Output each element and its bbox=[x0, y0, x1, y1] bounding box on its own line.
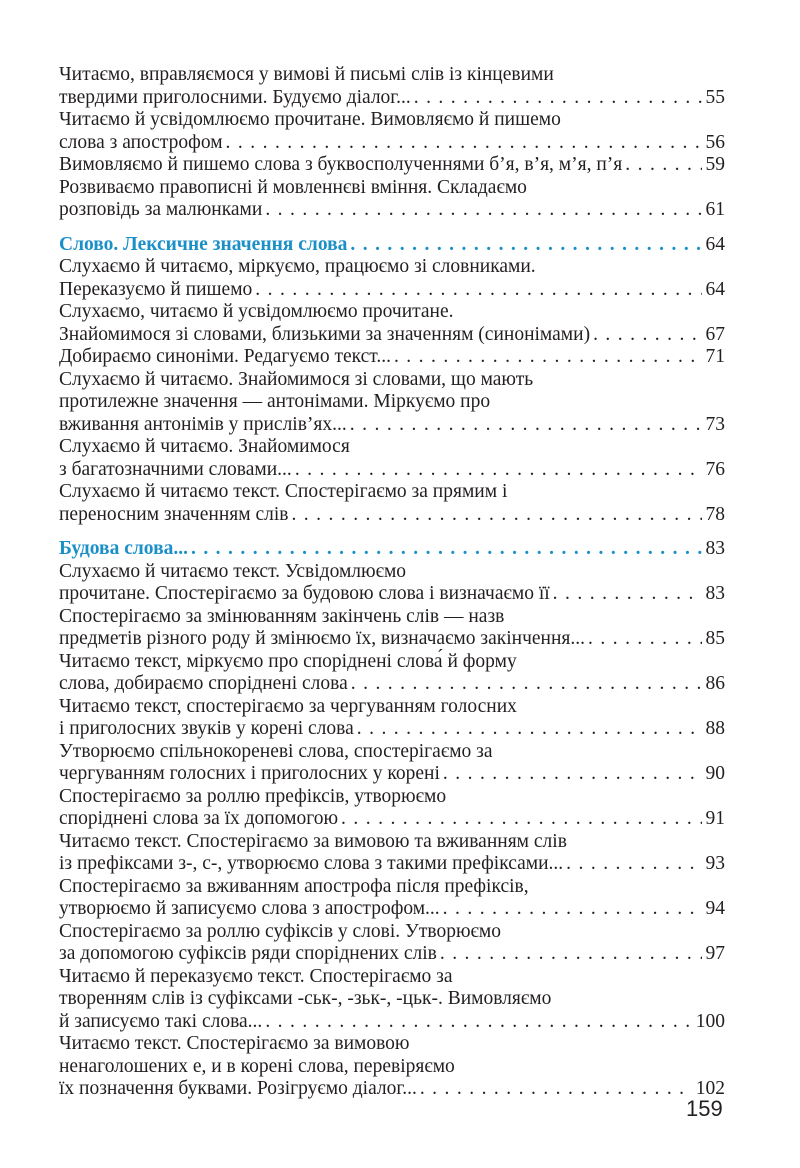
toc-line: розповідь за малюнками bbox=[59, 199, 263, 220]
toc-line: Розвиваємо правописні й мовленнєві вміння. Складаємо bbox=[59, 176, 527, 198]
toc-line: із префіксами з-, с-, утворюємо слова з такими префіксами... bbox=[59, 853, 564, 874]
toc-entry bbox=[59, 606, 725, 651]
toc-line: Спостерігаємо за вживанням апострофа після префіксів, bbox=[59, 875, 529, 897]
section-heading bbox=[59, 234, 725, 257]
dot-leader bbox=[354, 718, 702, 741]
dot-leader bbox=[440, 763, 702, 786]
toc-line: Спостерігаємо за змінюванням закінчень слів — назв bbox=[59, 605, 505, 627]
dot-leader bbox=[563, 853, 701, 876]
toc-line: Спостерігаємо за роллю суфіксів у слові. Утворюємо bbox=[59, 920, 501, 942]
dot-leader bbox=[223, 132, 702, 155]
toc-line: Вимовляємо й пишемо слова з буквосполученнями б’я, в’я, м’я, п’я bbox=[59, 154, 623, 175]
dot-leader bbox=[417, 1078, 692, 1101]
toc-page-number: 93 bbox=[705, 853, 725, 874]
toc-line: Знайомимося зі словами, близькими за значенням (синонімами) bbox=[59, 323, 591, 345]
toc-line: за допомогою суфіксів ряди споріднених слів bbox=[59, 943, 437, 964]
toc-entry bbox=[59, 177, 725, 222]
toc-page-number: 61 bbox=[705, 199, 725, 220]
page-number: 159 bbox=[686, 1096, 723, 1121]
toc-line: предметів різного роду й змінюємо їх, визначаємо закінчення... bbox=[59, 628, 586, 649]
toc-entry bbox=[59, 301, 725, 346]
dot-leader bbox=[292, 459, 702, 482]
dot-leader bbox=[391, 346, 702, 369]
section-title: Слово. Лексичне значення слова bbox=[59, 233, 348, 255]
toc-line: слова з апострофом bbox=[59, 131, 223, 153]
toc-entry bbox=[59, 966, 725, 1034]
toc-line: Читаємо текст. Спостерігаємо за вимовою bbox=[59, 1033, 410, 1054]
toc-entry bbox=[59, 651, 725, 696]
toc-line: творенням слів із суфіксами -ськ-, -зьк-, -цьк-. Вимовляємо bbox=[59, 988, 552, 1009]
dot-leader bbox=[590, 324, 701, 347]
toc-page-number: 85 bbox=[705, 628, 725, 649]
toc-line: Переказуємо й пишемо bbox=[59, 278, 253, 300]
toc-line: утворюємо й записуємо слова з апострофом... bbox=[59, 898, 440, 919]
toc-entry bbox=[59, 1033, 725, 1101]
dot-leader bbox=[585, 628, 701, 651]
toc-page-number: 86 bbox=[705, 673, 725, 694]
toc-page-number: 55 bbox=[705, 86, 725, 108]
toc-entry bbox=[59, 369, 725, 437]
toc-line: протилежне значення — антонімами. Міркуємо про bbox=[59, 391, 491, 412]
toc-line: Слухаємо й читаємо. Знайомимося bbox=[59, 436, 350, 457]
toc-page-number: 102 bbox=[695, 1078, 725, 1099]
toc-line: Слухаємо й читаємо, міркуємо, працюємо зі словниками. bbox=[59, 256, 536, 277]
toc-entry bbox=[59, 741, 725, 786]
toc-entry bbox=[59, 154, 725, 177]
toc-entry bbox=[59, 921, 725, 966]
toc-entry bbox=[59, 64, 725, 109]
toc-entry bbox=[59, 256, 725, 301]
toc-page-number: 64 bbox=[705, 233, 725, 255]
toc-page-number: 73 bbox=[705, 413, 725, 435]
dot-leader bbox=[262, 199, 701, 222]
toc-entry bbox=[59, 561, 725, 606]
toc-line: чергуванням голосних і приголосних у корені bbox=[59, 763, 440, 784]
toc-entry bbox=[59, 346, 725, 369]
toc-line: Читаємо й усвідомлюємо прочитане. Вимовляємо й пишемо bbox=[59, 109, 561, 130]
toc-page-number: 59 bbox=[705, 154, 725, 175]
toc-entry bbox=[59, 481, 725, 526]
toc-line: й записуємо такі слова... bbox=[59, 1010, 263, 1032]
section-title: Будова слова... bbox=[59, 538, 188, 559]
toc-page-number: 76 bbox=[705, 458, 725, 480]
toc-line: Читаємо й переказуємо текст. Спостерігаємо за bbox=[59, 965, 453, 987]
toc-page-number: 83 bbox=[705, 583, 725, 604]
toc-page-number: 94 bbox=[705, 898, 725, 919]
toc-line: і приголосних звуків у корені слова bbox=[59, 718, 354, 739]
toc-page-number: 97 bbox=[705, 943, 725, 964]
dot-leader bbox=[347, 414, 702, 437]
dot-leader bbox=[252, 279, 701, 302]
toc-line: Утворюємо спільнокореневі слова, спостерігаємо за bbox=[59, 740, 493, 762]
toc-line: вживання антонімів у прислів’ях... bbox=[59, 413, 347, 435]
toc-entry bbox=[59, 876, 725, 921]
dot-leader bbox=[411, 87, 702, 110]
toc-page-number: 67 bbox=[705, 323, 725, 345]
dot-leader bbox=[262, 1011, 691, 1034]
dot-leader bbox=[348, 673, 702, 696]
toc-entry bbox=[59, 786, 725, 831]
toc-entry bbox=[59, 831, 725, 876]
toc-line: Читаємо текст. Спостерігаємо за вимовою та вживанням слів bbox=[59, 830, 567, 852]
toc-line: Добираємо синоніми. Редагуємо текст... bbox=[59, 346, 391, 367]
toc-line: Читаємо текст, міркуємо про споріднені слова́ й форму bbox=[59, 650, 517, 672]
toc-page-number: 88 bbox=[705, 718, 725, 739]
toc-page-number: 91 bbox=[705, 808, 725, 829]
dot-leader bbox=[550, 583, 702, 606]
toc-line: прочитане. Спостерігаємо за будовою слова і визначаємо її bbox=[59, 583, 550, 604]
toc-entry bbox=[59, 109, 725, 154]
dot-leader bbox=[338, 808, 701, 831]
section-heading bbox=[59, 538, 725, 561]
dot-leader bbox=[622, 154, 701, 177]
toc-line: Спостерігаємо за роллю префіксів, утворюємо bbox=[59, 785, 447, 807]
toc-entry bbox=[59, 436, 725, 481]
toc-page-number: 78 bbox=[705, 503, 725, 525]
dot-leader bbox=[437, 943, 702, 966]
toc-page-number: 56 bbox=[705, 131, 725, 153]
toc-line: Читаємо, вправляємося у вимові й письмі слів із кінцевими bbox=[59, 64, 554, 85]
toc-line: споріднені слова за їх допомогою bbox=[59, 808, 339, 829]
toc-line: слова, добираємо споріднені слова bbox=[59, 673, 348, 694]
toc-page-number: 90 bbox=[705, 763, 725, 784]
dot-leader bbox=[347, 234, 701, 257]
toc-page-number: 64 bbox=[705, 278, 725, 300]
toc-page-number: 71 bbox=[705, 346, 725, 367]
toc-line: Слухаємо, читаємо й усвідомлюємо прочитане. bbox=[59, 301, 454, 322]
toc-line: твердими приголосними. Будуємо діалог... bbox=[59, 86, 411, 108]
table-of-contents bbox=[59, 64, 725, 1101]
dot-leader bbox=[288, 504, 701, 527]
toc-line: Слухаємо й читаємо текст. Спостерігаємо за прямим і bbox=[59, 481, 508, 502]
toc-line: ненаголошених е, и в корені слова, перевіряємо bbox=[59, 1055, 455, 1077]
toc-entry bbox=[59, 696, 725, 741]
toc-line: Читаємо текст, спостерігаємо за чергуванням голосних bbox=[59, 695, 517, 717]
toc-page-number: 100 bbox=[695, 1010, 725, 1032]
toc-page-number: 83 bbox=[705, 538, 725, 559]
toc-line: Слухаємо й читаємо текст. Усвідомлюємо bbox=[59, 560, 407, 582]
toc-line: з багатозначними словами... bbox=[59, 458, 292, 480]
dot-leader bbox=[440, 898, 702, 921]
toc-line: Слухаємо й читаємо. Знайомимося зі словами, що мають bbox=[59, 368, 534, 390]
toc-line: переносним значенням слів bbox=[59, 503, 289, 525]
dot-leader bbox=[188, 538, 702, 561]
toc-line: їх позначення буквами. Розігруємо діалог... bbox=[59, 1078, 417, 1099]
